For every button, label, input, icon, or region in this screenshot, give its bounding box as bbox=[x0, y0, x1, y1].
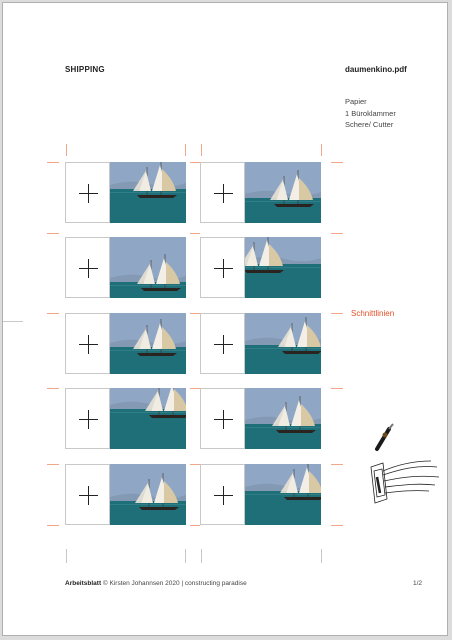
cutter-knife-icon bbox=[377, 424, 393, 449]
plus-icon bbox=[79, 486, 98, 505]
ship-photo bbox=[245, 388, 321, 449]
cut-mark bbox=[201, 144, 202, 156]
plus-icon bbox=[214, 259, 233, 278]
plus-icon bbox=[79, 259, 98, 278]
flipbook-frame bbox=[65, 388, 186, 449]
flipbook-frame bbox=[200, 313, 321, 374]
plus-icon bbox=[214, 184, 233, 203]
plus-icon bbox=[214, 335, 233, 354]
cut-mark bbox=[331, 162, 343, 163]
paperclip-icon bbox=[371, 461, 439, 503]
cut-mark bbox=[185, 144, 186, 156]
file-name: daumenkino.pdf bbox=[345, 65, 407, 74]
binding-strip bbox=[200, 162, 245, 223]
ship-photo bbox=[245, 313, 321, 374]
binding-strip bbox=[65, 237, 110, 298]
cut-mark bbox=[190, 233, 200, 234]
cut-mark bbox=[331, 388, 343, 389]
ship-photo bbox=[245, 464, 321, 525]
binding-strip bbox=[65, 388, 110, 449]
cut-mark bbox=[331, 525, 343, 526]
ship-photo bbox=[245, 162, 321, 223]
flipbook-frame bbox=[200, 464, 321, 525]
cut-mark bbox=[201, 549, 202, 563]
material-item: Papier bbox=[345, 97, 367, 106]
ship-photo bbox=[110, 464, 186, 525]
flipbook-frame bbox=[200, 162, 321, 223]
cut-mark bbox=[47, 464, 59, 465]
flipbook-frame bbox=[65, 162, 186, 223]
binding-strip bbox=[65, 313, 110, 374]
footer-label: Arbeitsblatt bbox=[65, 580, 102, 587]
materials-list bbox=[345, 96, 396, 131]
ship-photo bbox=[110, 162, 186, 223]
plus-icon bbox=[79, 184, 98, 203]
page-title: SHIPPING bbox=[65, 65, 105, 74]
page-number: 1/2 bbox=[413, 580, 423, 587]
plus-icon bbox=[79, 335, 98, 354]
ship-photo bbox=[110, 388, 186, 449]
ship-photo bbox=[245, 237, 321, 298]
footer-credit bbox=[65, 580, 247, 587]
cut-mark bbox=[190, 525, 200, 526]
flipbook-frame bbox=[65, 464, 186, 525]
cut-mark bbox=[47, 313, 59, 314]
binding-strip bbox=[200, 388, 245, 449]
cut-mark bbox=[47, 162, 59, 163]
binding-strip bbox=[200, 464, 245, 525]
ship-photo bbox=[110, 237, 186, 298]
material-item: Schere/ Cutter bbox=[345, 120, 394, 129]
cut-mark bbox=[66, 549, 67, 563]
cut-mark bbox=[47, 233, 59, 234]
flipbook-frame bbox=[200, 388, 321, 449]
flipbook-frame bbox=[200, 237, 321, 298]
cut-mark bbox=[190, 313, 200, 314]
cut-mark bbox=[66, 144, 67, 156]
cut-mark bbox=[321, 549, 322, 563]
cut-mark bbox=[47, 525, 59, 526]
cut-mark bbox=[190, 464, 200, 465]
plus-icon bbox=[214, 486, 233, 505]
cut-lines-label: Schnittlinien bbox=[351, 309, 395, 318]
tools-illustration bbox=[361, 423, 443, 505]
flipbook-frame bbox=[65, 237, 186, 298]
binding-strip bbox=[200, 237, 245, 298]
binding-strip bbox=[200, 313, 245, 374]
cut-mark bbox=[190, 162, 200, 163]
footer-text: © Kirsten Johannsen 2020 | constructing paradise bbox=[101, 580, 247, 587]
cut-mark bbox=[185, 549, 186, 563]
cut-mark bbox=[331, 233, 343, 234]
binding-strip bbox=[65, 162, 110, 223]
ship-photo bbox=[110, 313, 186, 374]
cut-mark bbox=[3, 321, 23, 322]
cut-mark bbox=[47, 388, 59, 389]
plus-icon bbox=[214, 410, 233, 429]
cut-mark bbox=[331, 313, 343, 314]
cut-mark bbox=[331, 464, 343, 465]
plus-icon bbox=[79, 410, 98, 429]
worksheet-page bbox=[2, 2, 448, 636]
binding-strip bbox=[65, 464, 110, 525]
cut-mark bbox=[321, 144, 322, 156]
material-item: 1 Büroklammer bbox=[345, 108, 396, 118]
cut-mark bbox=[190, 388, 200, 389]
flipbook-frame bbox=[65, 313, 186, 374]
